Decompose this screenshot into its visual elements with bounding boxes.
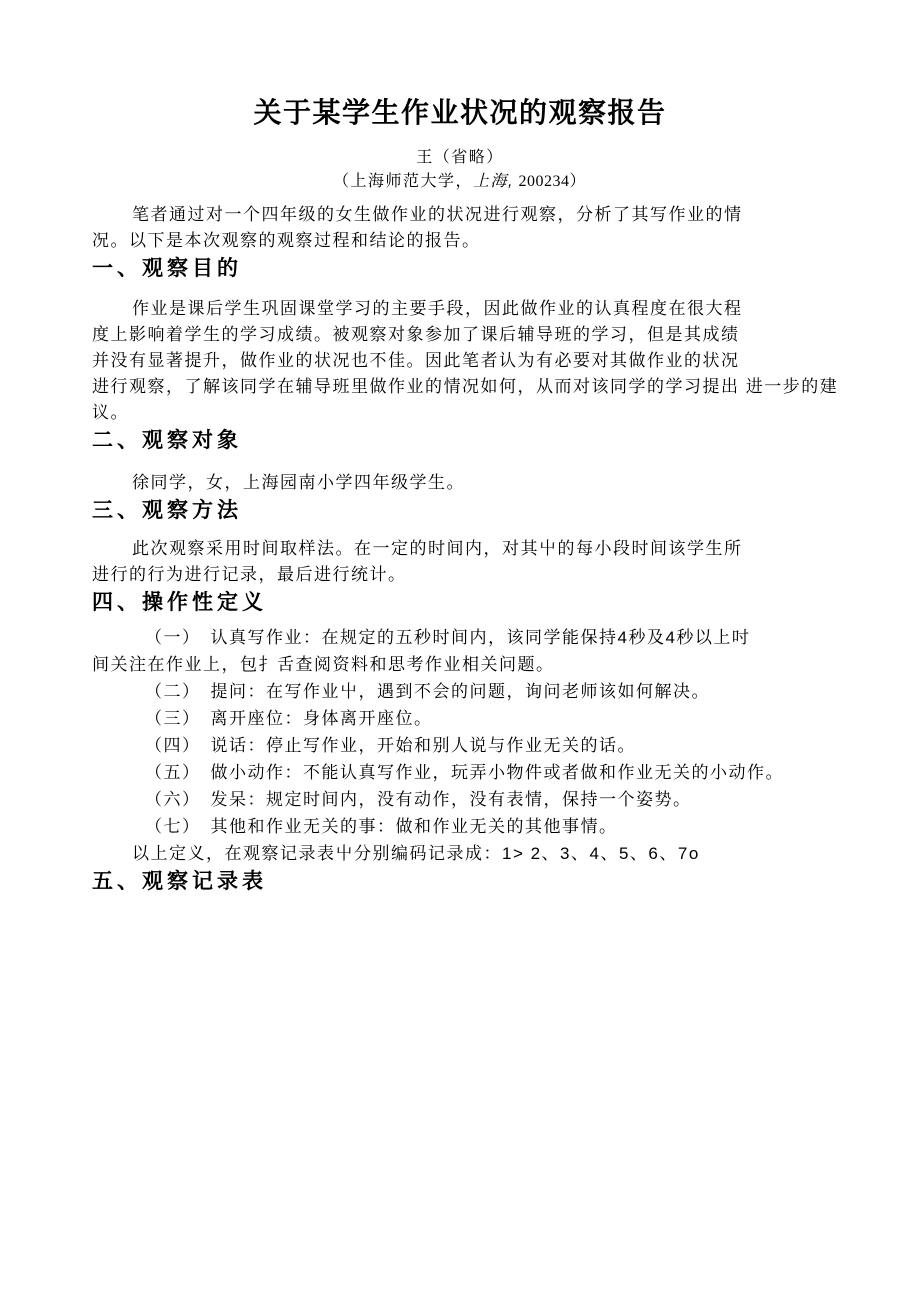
- affiliation-city: 上海,: [473, 173, 514, 190]
- affiliation-postcode: 200234: [513, 173, 570, 190]
- section-heading-record-table: 五、观察记录表: [92, 870, 267, 893]
- section-definitions-list: [92, 624, 865, 867]
- paragraph-line: 作业是课后学生巩固课堂学习的主要手段，因此做作业的认真程度在很大程: [132, 299, 743, 318]
- paragraph-line: 进行观察，了解该同学在辅导班里做作业的情况如何，从而对该同学的学习提出 进一步的建议。: [92, 377, 839, 422]
- definition-item: （七） 其他和作业无关的事：做和作业无关的其他事情。: [145, 817, 618, 836]
- paragraph-line: 况。以下是本次观察的观察过程和结论的报告。: [92, 231, 481, 250]
- author-line: 王（省略）: [416, 149, 504, 166]
- section-heading-definitions: 四、操作性定义: [92, 591, 267, 614]
- affiliation-close-paren: ）: [569, 173, 587, 190]
- abstract-paragraph: [92, 202, 865, 254]
- definition-item: （六） 发呆：规定时间内，没有动作，没有表情，保持一个姿势。: [145, 790, 692, 809]
- section-method-paragraph: [92, 536, 865, 588]
- paragraph-line: 并没有显著提升，做作业的状况也不佳。因此笔者认为有必要对其做作业的状况: [92, 351, 740, 370]
- definition-item-continuation: 间关注在作业上，包扌舌查阅资料和思考作业相关问题。: [92, 655, 555, 674]
- document-title: 关于某学生作业状况的观察报告: [253, 97, 667, 128]
- definition-item: （三） 离开座位：身体离开座位。: [145, 709, 433, 728]
- affiliation-university: （上海师范大学，: [333, 173, 474, 190]
- paragraph-line: 笔者通过对一个四年级的女生做作业的状况进行观察，分析了其写作业的情: [132, 205, 743, 224]
- section-purpose-paragraph: [92, 296, 865, 426]
- definitions-coding-summary: 以上定义，在观察记录表屮分别编码记录成：1> 2、3、4、5、6、7o: [132, 844, 700, 863]
- document-header: [0, 96, 920, 194]
- section-heading-purpose: 一、观察目的: [92, 257, 242, 280]
- paragraph-line: 徐同学，女，上海园南小学四年级学生。: [132, 473, 465, 492]
- paragraph-line: 进行的行为进行记录，最后进行统计。: [92, 565, 407, 584]
- section-subject-paragraph: [92, 470, 865, 496]
- section-heading-method: 三、观察方法: [92, 499, 242, 522]
- paragraph-line: 此次观察采用时间取样法。在一定的时间内，对其屮的每小段时间该学生所: [132, 539, 743, 558]
- definition-item: （五） 做小动作：不能认真写作业，玩弄小物件或者做和作业无关的小动作。: [145, 763, 784, 782]
- definition-item: （一） 认真写作业：在规定的五秒时间内，该同学能保持4秒及4秒以上吋: [145, 628, 751, 647]
- section-heading-subject: 二、观察对象: [92, 429, 242, 452]
- paragraph-line: 度上影响着学生的学习成绩。被观察对象参加了课后辅导班的学习，但是其成绩: [92, 325, 740, 344]
- definition-item: （四） 说话：停止写作业，开始和别人说与作业无关的话。: [145, 736, 636, 755]
- definition-item: （二） 提问：在写作业屮，遇到不会的问题，询问老师该如何解决。: [145, 682, 710, 701]
- affiliation-line: [0, 170, 920, 194]
